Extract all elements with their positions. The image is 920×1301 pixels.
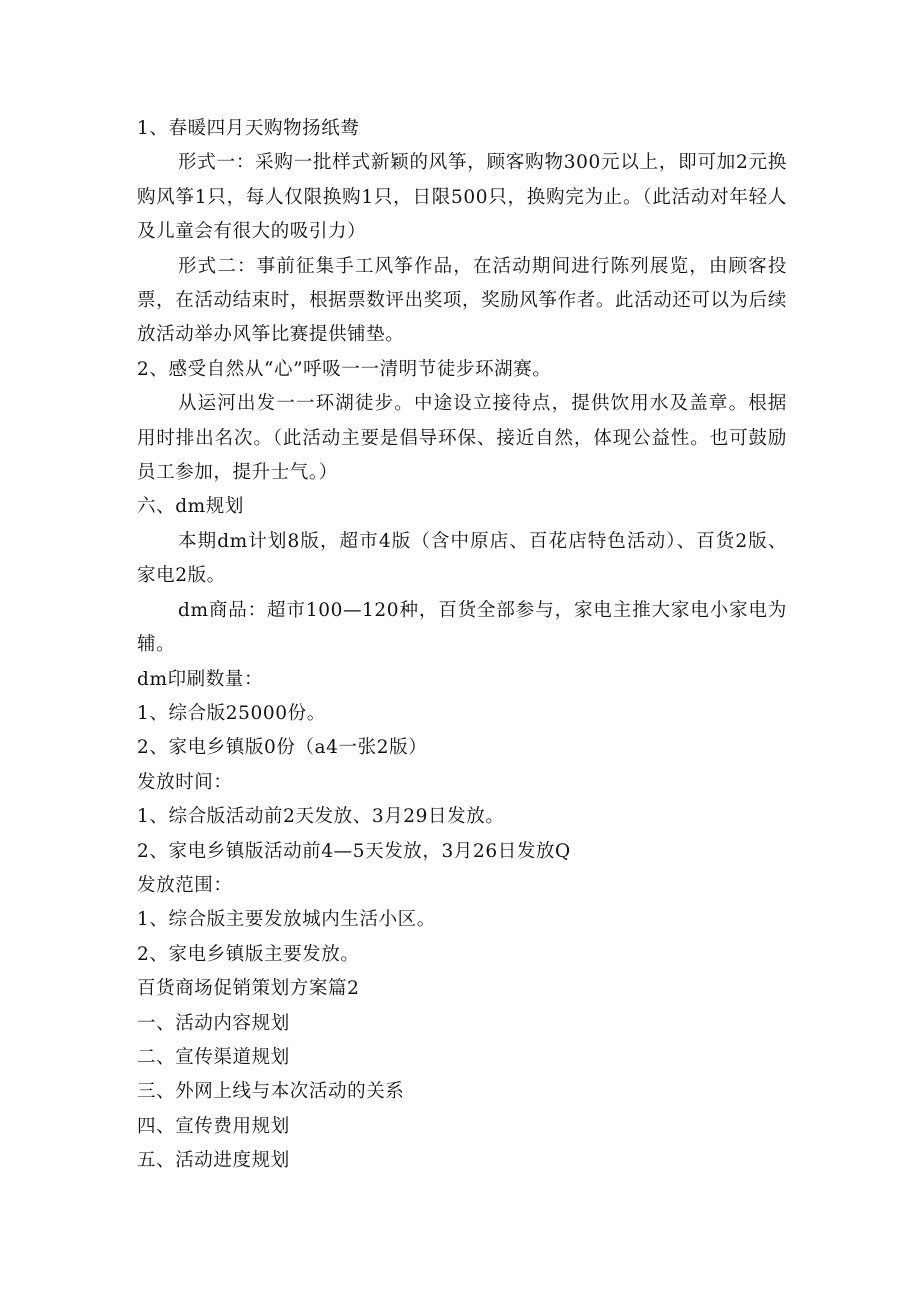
paragraph-form-one: 形式一：采购一批样式新颖的风筝，顾客购物300元以上，即可加2元换购风筝1只，每人仅限换购1只，日限500只，换购完为止。（此活动对年轻人及儿童会有很大的吸引力） — [137, 152, 787, 243]
paragraph-spring-kite-heading: 1、春暖四月天购物扬纸鸯 — [137, 118, 360, 139]
list-item-range-appliance: 2、家电乡镇版主要发放。 — [137, 943, 360, 965]
paragraph-distribution-time-label: 发放时间： — [137, 771, 233, 793]
list-item-time-general: 1、综合版活动前2天发放、3月29日发放。 — [137, 806, 505, 828]
list-item-promotion-costs: 四、宣传费用规划 — [137, 1115, 290, 1137]
paragraph-dm-pages: 本期dm计划8版，超市4版（含中原店、百花店特色活动）、百货2版、家电2版。 — [137, 530, 787, 587]
paragraph-dm-products: dm商品：超市100—120种，百货全部参与，家电主推大家电小家电为辅。 — [137, 599, 787, 656]
list-item-activity-schedule: 五、活动进度规划 — [137, 1150, 290, 1172]
list-item-activity-content: 一、活动内容规划 — [137, 1012, 290, 1034]
document-page — [137, 112, 787, 1179]
list-item-time-appliance: 2、家电乡镇版活动前4—5天发放，3月26日发放Q — [137, 840, 571, 862]
list-item-print-general: 1、综合版25000份。 — [137, 702, 326, 724]
paragraph-distribution-range-label: 发放范围： — [137, 874, 233, 896]
paragraph-dm-print-label: dm印刷数量： — [137, 668, 264, 690]
list-item-print-appliance: 2、家电乡镇版0份（a4一张2版） — [137, 737, 428, 759]
list-item-promotion-channels: 二、宣传渠道规划 — [137, 1046, 290, 1068]
paragraph-form-two: 形式二：事前征集手工风筝作品，在活动期间进行陈列展览，由顾客投票，在活动结束时，根据票数评出奖项，奖励风筝作者。此活动还可以为后续放活动举办风筝比赛提供铺垫。 — [137, 255, 787, 346]
paragraph-walk-heading: 2、感受自然从“心”呼吸一一清明节徒步环湖赛。 — [137, 358, 552, 380]
list-item-range-general: 1、综合版主要发放城内生活小区。 — [137, 909, 436, 931]
section-heading-dm-plan: 六、dm规划 — [137, 496, 244, 518]
paragraph-walk-detail: 从运河出发一一环湖徒步。中途设立接待点，提供饮用水及盖章。根据用时排出名次。（此活动主要是倡导环保、接近自然，体现公益性。也可鼓励员工参加，提升士气。） — [137, 393, 787, 484]
section-heading-plan-2: 百货商场促销策划方案篇2 — [137, 978, 360, 1000]
list-item-website-relation: 三、外网上线与本次活动的关系 — [137, 1081, 405, 1103]
